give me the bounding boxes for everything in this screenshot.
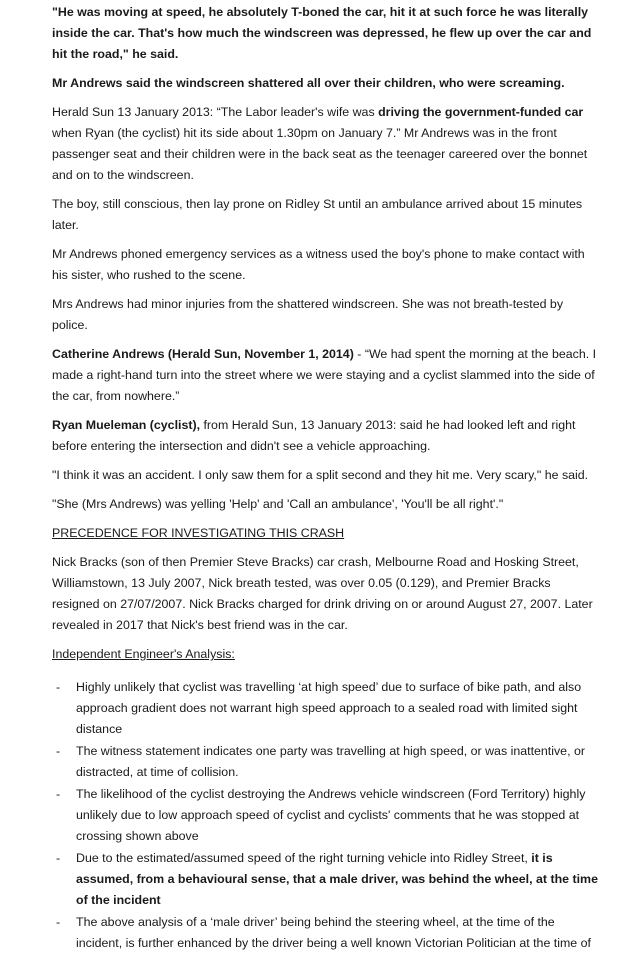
list-item-text: The witness statement indicates one party was travelling at high speed, or was inattentive, or distracted, at time of collision. [76,744,585,779]
list-item-text: The likelihood of the cyclist destroying the Andrews vehicle windscreen (Ford Territory) highly unlikely due to low approach speed of cyclist and cyclists' comments that he was stopped at crossing shown above [76,787,586,843]
bracks-paragraph: Nick Bracks (son of then Premier Steve Bracks) car crash, Melbourne Road and Hosking Street, Williamstown, 13 July 2007, Nick breath tested, was over 0.05 (0.129), and Premier Bracks resigned on 27/07/2007. Nick Bracks charged for drink driving on or around August 27, 2007. Later revealed in 2017 that Nick's best friend was in the car. [52,555,593,632]
dash-bullet: - [56,787,61,801]
analysis-list [52,677,600,954]
list-item [52,784,600,847]
boy-paragraph: The boy, still conscious, then lay prone on Ridley St until an ambulance arrived about 15 minutes later. [52,197,583,232]
dash-bullet: - [56,851,61,865]
ryan-text: from Herald Sun, 13 January 2013: said he had looked left and right before entering the intersection and didn't see a vehicle approaching. [52,418,576,453]
list-item-bold-text: it is assumed, from a behavioural sense, that a male driver, was behind the wheel, at the time of the incident [76,851,598,907]
herald-sun-text-bold: driving the government-funded car [378,105,584,119]
windscreen-paragraph: Mr Andrews said the windscreen shattered all over their children, who were screaming. [52,76,565,90]
catherine-quote: - “We had spent the morning at the beach. I made a right-hand turn into the street where we were staying and a cyclist slammed into the side of the car, from nowhere.” [52,347,597,403]
list-item-text: The above analysis of a ‘male driver’ being behind the steering wheel, at the time of the incident, is further enhanced by the driver being a well known Victorian Politician at the time of [76,915,591,950]
catherine-source: Catherine Andrews (Herald Sun, November 1, 2014) [52,347,354,361]
herald-sun-paragraph [52,102,600,186]
ryan-source: Ryan Mueleman (cyclist), [52,418,201,432]
herald-sun-text-a: Herald Sun 13 January 2013: “The Labor leader's wife was [52,105,379,119]
list-item [52,741,600,783]
catherine-paragraph [52,344,600,407]
yelling-quote: "She (Mrs Andrews) was yelling 'Help' and 'Call an ambulance', 'You'll be all right'." [52,497,504,511]
dash-bullet: - [56,744,61,758]
list-item [52,677,600,740]
phone-paragraph: Mr Andrews phoned emergency services as a witness used the boy's phone to make contact with his sister, who rushed to the scene. [52,247,585,282]
document-page [52,2,600,955]
herald-sun-text-c: when Ryan (the cyclist) hit its side about 1.30pm on January 7.” Mr Andrews was in the front passenger seat and their children were in the back seat as the teenager careered over the bonnet and on to the windscreen. [52,126,588,182]
quote-paragraph: "He was moving at speed, he absolutely T-boned the car, hit it at such force he was literally inside the car. That's how much the windscreen was depressed, he flew up over the car and hit the road," he said. [52,5,592,61]
list-item [52,848,600,911]
engineer-heading: Independent Engineer's Analysis: [52,647,235,661]
accident-quote: "I think it was an accident. I only saw them for a split second and they hit me. Very scary," he said. [52,468,589,482]
injuries-paragraph: Mrs Andrews had minor injuries from the shattered windscreen. She was not breath-tested by police. [52,297,564,332]
list-item-text: Highly unlikely that cyclist was travelling ‘at high speed’ due to surface of bike path, and also approach gradient does not warrant high speed approach to a sealed road with limited sight distance [76,680,582,736]
ryan-paragraph [52,415,600,457]
dash-bullet: - [56,680,61,694]
precedence-heading: PRECEDENCE FOR INVESTIGATING THIS CRASH [52,526,345,540]
list-item [52,912,600,954]
list-item-text: Due to the estimated/assumed speed of the right turning vehicle into Ridley Street, [76,851,532,865]
dash-bullet: - [56,915,61,929]
